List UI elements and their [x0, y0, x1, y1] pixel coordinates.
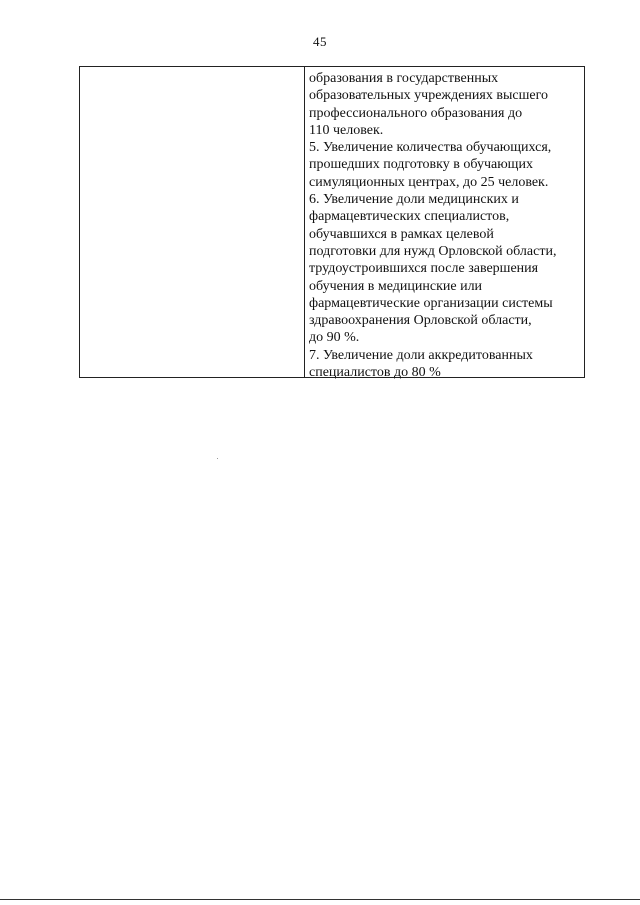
- table-cell-right: [305, 67, 584, 381]
- text-line: трудоустроившихся после завершения: [309, 261, 539, 277]
- text-line: профессионального образования до: [309, 105, 523, 121]
- table-cell-left: [80, 67, 305, 377]
- text-line: образования в государственных: [309, 71, 499, 86]
- bottom-rule: [0, 899, 640, 900]
- text-line: 6. Увеличение доли медицинских и: [309, 192, 519, 208]
- text-line: 7. Увеличение доли аккредитованных: [309, 347, 533, 363]
- text-line: здравоохранения Орловской области,: [309, 313, 532, 329]
- text-line: симуляционных центрах, до 25 человек.: [309, 174, 549, 190]
- text-line: прошедших подготовку в обучающих: [309, 157, 533, 173]
- text-line: 5. Увеличение количества обучающихся,: [309, 140, 552, 156]
- text-line: фармацевтических специалистов,: [309, 209, 510, 225]
- text-line: 110 человек.: [309, 122, 384, 138]
- text-line: обучения в медицинские или: [309, 278, 483, 294]
- text-line: обучавшихся в рамках целевой: [309, 226, 494, 242]
- text-line: специалистов до 80 %: [309, 365, 441, 381]
- scan-speck: [217, 458, 218, 459]
- text-line: подготовки для нужд Орловской области,: [309, 243, 557, 259]
- text-line: фармацевтические организации системы: [309, 295, 553, 311]
- text-line: до 90 %.: [309, 330, 360, 346]
- text-line: образовательных учреждениях высшего: [309, 88, 548, 104]
- document-table: [79, 66, 585, 381]
- page-number: 45: [313, 34, 327, 49]
